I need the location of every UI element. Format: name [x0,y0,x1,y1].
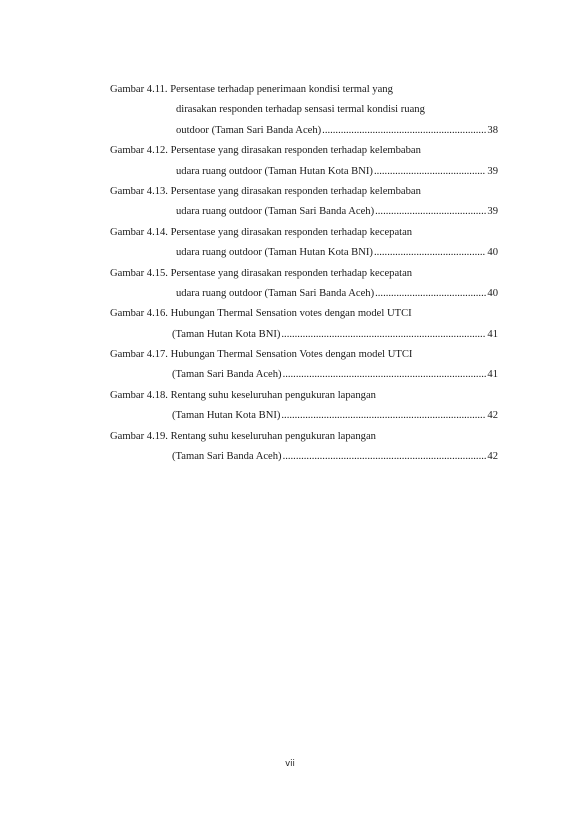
dot-leader [283,447,487,467]
toc-entry-text: udara ruang outdoor (Taman Sari Banda Aceh) [176,206,375,218]
dot-leader [374,243,486,263]
page-number: 39 [487,165,498,177]
toc-entry-text: Gambar 4.16. Hubungan Thermal Sensation votes dengan model UTCI [110,308,412,320]
dot-leader [374,162,486,182]
toc-entry-line [110,304,498,324]
toc-entry-text: (Taman Hutan Kota BNI) [172,410,281,422]
toc-entry-text: Gambar 4.18. Rentang suhu keseluruhan pengukuran lapangan [110,389,376,401]
page-number: 42 [487,451,498,463]
toc-entry-text: Gambar 4.13. Persentase yang dirasakan responden terhadap kelembaban [110,185,421,197]
page-number: 41 [487,369,498,381]
dot-leader [375,202,486,222]
toc-entry-line [110,325,498,345]
page-number: 41 [487,328,498,340]
toc-entry-text: (Taman Hutan Kota BNI) [172,328,281,340]
toc-entry-line [110,345,498,365]
page-number: 38 [487,124,498,136]
toc-entry-line [110,406,498,426]
page-number: 40 [487,247,498,259]
toc-entry-text: (Taman Sari Banda Aceh) [172,451,282,463]
toc-entry-line [110,264,498,284]
toc-entry-line [110,162,498,182]
toc-entry-text: udara ruang outdoor (Taman Sari Banda Aceh) [176,287,375,299]
toc-entry-line [110,223,498,243]
toc-entry-text: (Taman Sari Banda Aceh) [172,369,282,381]
toc-entry-line [110,202,498,222]
toc-entry-text: Gambar 4.11. Persentase terhadap penerimaan kondisi termal yang [110,84,393,95]
page-number: 40 [487,287,498,299]
toc-entry-text: Gambar 4.14. Persentase yang dirasakan responden terhadap kecepatan [110,226,413,238]
toc-entry-text: Gambar 4.17. Hubungan Thermal Sensation Votes dengan model UTCI [110,349,413,361]
toc-entry-line [110,447,498,467]
toc-entry-line [110,365,498,385]
dot-leader [281,325,486,345]
list-of-figures [110,80,498,467]
dot-leader [375,284,486,304]
toc-entry-text: outdoor (Taman Sari Banda Aceh) [176,124,322,136]
dot-leader [283,365,487,385]
toc-entry-line [110,243,498,263]
toc-entry-line [110,80,498,100]
dot-leader [281,406,486,426]
page-number: 42 [487,410,498,422]
toc-entry-line [110,182,498,202]
toc-entry-text: Gambar 4.19. Rentang suhu keseluruhan pengukuran lapangan [110,430,376,442]
toc-entry-text: udara ruang outdoor (Taman Hutan Kota BNI) [176,165,373,177]
page-number-footer: vii [285,759,295,769]
page-number: 39 [487,206,498,218]
toc-entry-line [110,386,498,406]
toc-entry-line [110,284,498,304]
toc-entry-text: Gambar 4.15. Persentase yang dirasakan responden terhadap kecepatan [110,267,413,279]
toc-entry-line [110,100,498,120]
toc-entry-text: Gambar 4.12. Persentase yang dirasakan responden terhadap kelembaban [110,145,421,157]
toc-entry-line [110,141,498,161]
toc-entry-text: dirasakan responden terhadap sensasi termal kondisi ruang [176,104,425,116]
toc-entry-line [110,121,498,141]
toc-entry-text: udara ruang outdoor (Taman Hutan Kota BNI) [176,247,373,259]
dot-leader [322,121,486,141]
toc-entry-line [110,427,498,447]
